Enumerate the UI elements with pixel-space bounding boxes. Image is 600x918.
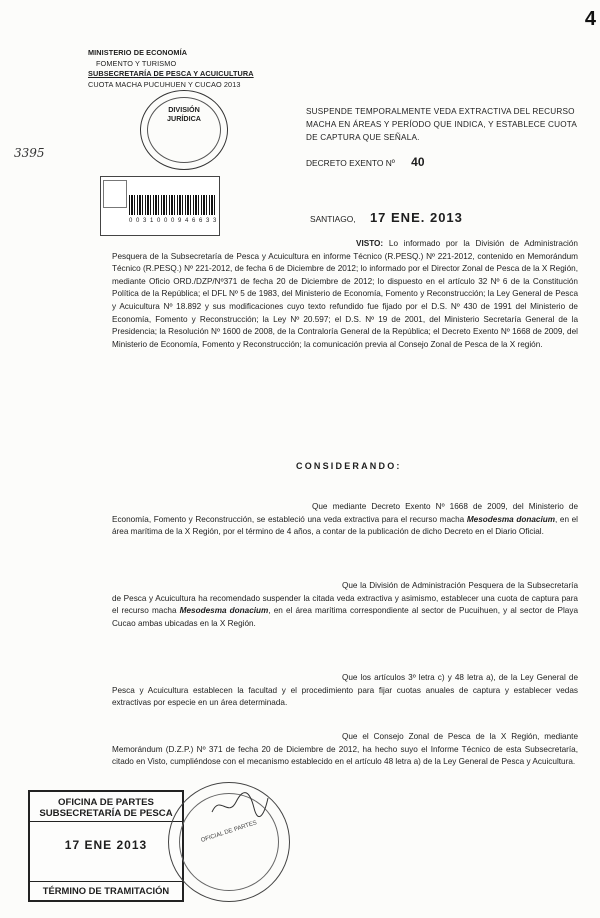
barcode-number: 0 0 3 1 0 0 0 9 4 6 6 3 3 [129,218,218,224]
handwritten-number: 3395 [14,146,45,160]
visto-paragraph [112,238,578,351]
ministry-header [88,48,254,90]
office-stamp-line-3: TÉRMINO DE TRAMITACIÓN [30,881,182,896]
ministry-line-3: SUBSECRETARÍA DE PESCA Y ACUICULTURA [88,69,254,78]
office-of-parts-stamp [28,790,184,902]
corner-mark: 4 [584,8,596,30]
decree-number: 40 [411,155,425,169]
considerando-paragraph-3: Que los artículos 3º letra c) y 48 letra a), de la Ley General de Pesca y Acuicultura establecen la facultad y el procedimiento para fijar cuotas anuales de captura y establecer vedas extractivas por especie en un área determinada. [112,673,578,708]
ministry-line-1: MINISTERIO DE ECONOMÍA [88,48,188,57]
considerando-paragraph-2 [112,580,578,630]
c2-text-after: , en el área marítima correspondiente al sector de Pucuihuen, y al sector de Playa Cucao ambas ubicadas en la X Región. [112,606,578,628]
decree-subject: SUSPENDE TEMPORALMENTE VEDA EXTRACTIVA DEL RECURSO MACHA EN ÁREAS Y PERÍODO QUE INDICA, Y ESTABLECE CUOTA DE CAPTURA QUE SEÑALA. [306,107,577,142]
ministry-line-2: FOMENTO Y TURISMO [96,58,177,68]
considerando-paragraph-4: Que el Consejo Zonal de Pesca de la X Región, mediante Memorándum (D.Z.P.) Nº 371 de fecha 20 de Diciembre de 2012, ha hecho suyo el Informe Técnico de esta Subsecretaría, citado en Visto, cumpliéndose con el mecanismo establecido en el artículo 48 letra a) de la Ley General de Pesca y Acuicultura. [112,732,578,767]
visto-lead: VISTO: [356,239,384,248]
visto-text: Lo informado por la División de Administración Pesquera de la Subsecretaría de Pesca y Acuicultura en informe Técnico (R.PESQ.) Nº 221-2012, contenido en Memorándum Técnico (R.PESQ.) Nº 221-2012, de fecha 6 de Diciembre de 2012; lo informado por el Director Zonal de Pesca de la X Región, mediante Oficio ORD./DZP/Nº371 de fecha 20 de Diciembre de 2012; lo dispuesto en el artículo 32 Nº 6 de la Constitución Política de la República; el DFL Nº 5 de 1983, del Ministerio de Economía, Fomento y Reconstrucción; la Ley General de Pesca y Acuicultura Nº 18.892 y sus modificaciones cuyo texto refundido fue fijado por el D.S. Nº 430 de 1991 del Ministerio de Economía, Fomento y Reconstrucción; la Ley Nº 20.597; el D.S. Nº 19 de 2001, del Ministerio Secretaría General de la Presidencia; la Resolución Nº 1600 de 2008, de la Contraloría General de la República; el Decreto Exento Nº 1668 de 2009, del Ministerio de Economía, Fomento y Reconstrucción; la comunicación previa al Consejo Zonal de Pesca de la X región. [112,239,578,349]
c1-text-before: Que mediante Decreto Exento Nº 1668 de 2009, del Ministerio de Economía, Fomento y Reconstrucción, se estableció una veda extractiva para el recurso macha [112,502,578,524]
office-stamp-line-1: OFICINA DE PARTES [58,797,154,808]
ministry-line-4: CUOTA MACHA PUCUHUEN Y CUCAO 2013 [88,79,241,89]
barcode-label [100,176,220,236]
chile-logo-icon [103,180,127,208]
c2-species: Mesodesma donacium [179,606,269,616]
division-stamp-line-2: JURÍDICA [167,114,201,123]
decree-number-line [306,155,425,169]
c1-species: Mesodesma donacium [466,514,556,524]
considerando-paragraph-1 [112,501,578,539]
decree-date: 17 ENE. 2013 [369,210,463,225]
division-stamp [140,90,228,170]
division-stamp-line-1: DIVISIÓN [168,105,200,114]
place: SANTIAGO, [310,214,356,224]
office-stamp-line-2: SUBSECRETARÍA DE PESCA [30,808,182,822]
barcode-icon [129,195,215,215]
c2-text-before: Que la División de Administración Pesquera de la Subsecretaría de Pesca y Acuicultura ha recomendado suspender la citada veda extractiva y asimismo, establecer una cuota de captura para el recurso macha [112,581,578,616]
signature-scribble [210,790,270,820]
decree-number-label: DECRETO EXENTO Nº [306,158,395,168]
considerando-heading: CONSIDERANDO: [296,461,402,471]
place-date [310,210,463,225]
c1-text-after: , en el área marítima de la X Región, por el término de 4 años, a contar de la publicación de dicho Decreto en el Diario Oficial. [112,514,579,537]
round-stamp-text: OFICIAL DE PARTES [200,820,258,844]
office-stamp-date: 17 ENE 2013 [64,838,148,852]
